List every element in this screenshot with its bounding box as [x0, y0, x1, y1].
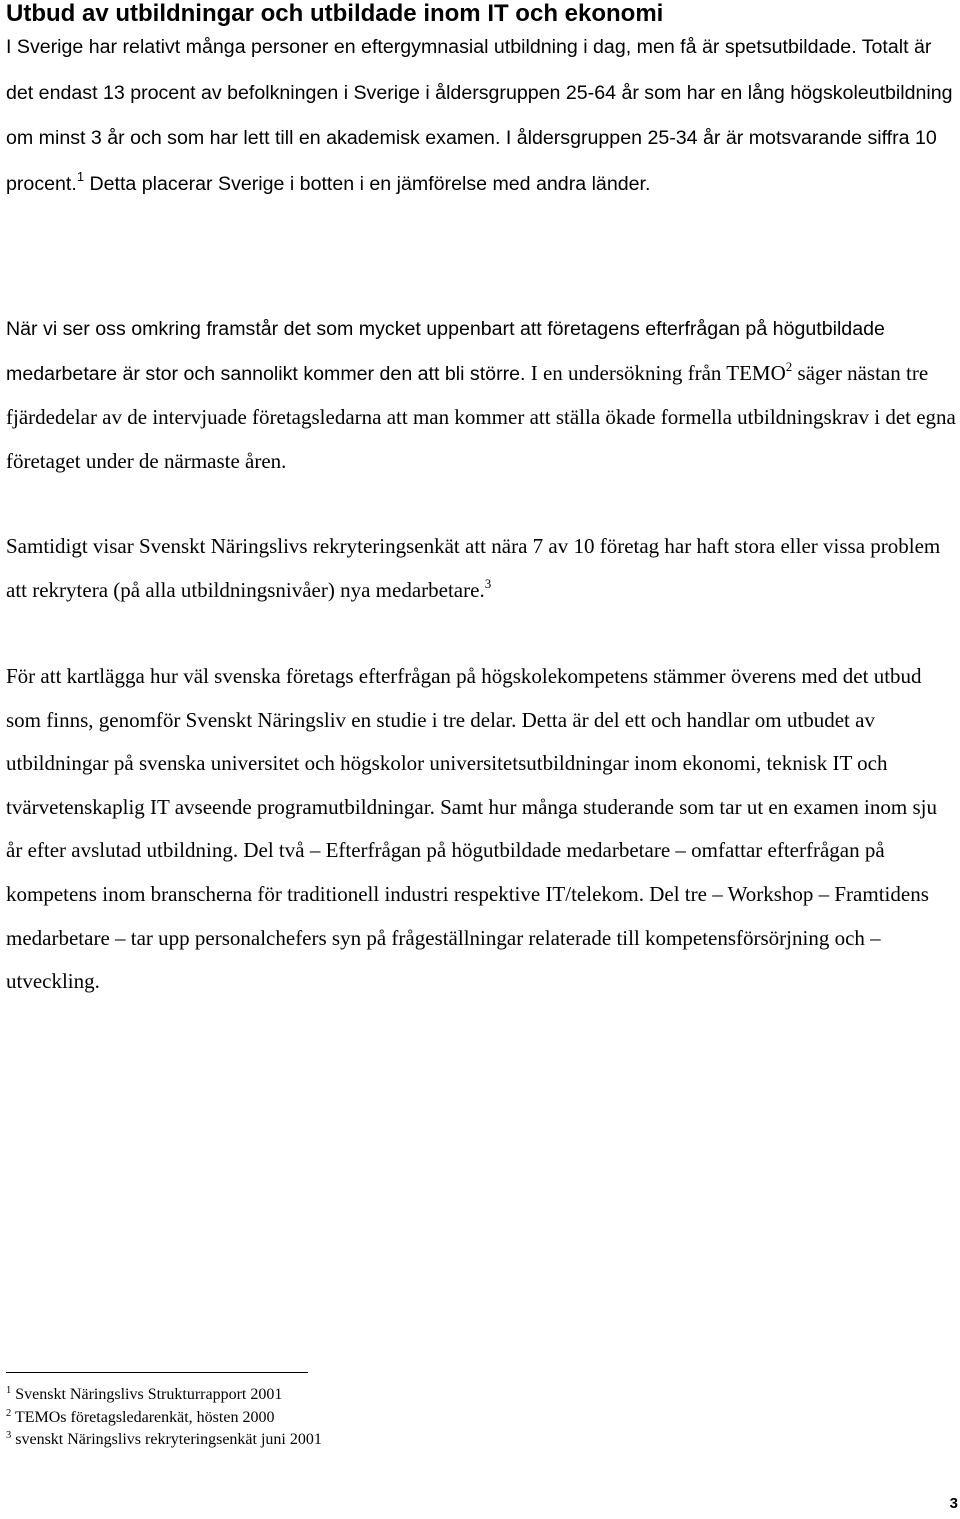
page-number: 3 — [949, 1495, 958, 1512]
footnote-separator — [6, 1372, 308, 1373]
footnote-text: Svenskt Näringslivs Strukturrapport 2001 — [15, 1386, 283, 1403]
paragraph-text: säger nästan tre fjärdedelar av de intervjuade företagsledarna att man kommer att ställa ökade formella utbildningskrav i det egna företaget under de närmaste åren. — [6, 360, 956, 473]
paragraph-text-sans: När vi ser oss omkring framstår det som mycket uppenbart att företagens efterfrågan på högutbildade medarbetare är stor och sannolikt kommer den att bli större. — [6, 318, 885, 385]
paragraph-intro — [6, 25, 958, 207]
paragraph-text: I Sverige har relativt många personer en eftergymnasial utbildning i dag, men få är spetsutbildade. Totalt är det endast 13 procent av befolkningen i Sverige i åldersgruppen 25-64 år som har en lång högskoleutbildning om minst 3 år och som har lett till en akademisk examen. I åldersgruppen 25-34 år är motsvarande siffra 10 procent. — [6, 36, 953, 195]
paragraph-recruitment — [6, 525, 958, 612]
footnote-number: 2 — [6, 1407, 12, 1419]
footnotes — [6, 1384, 606, 1452]
paragraph-study-description — [6, 655, 958, 1004]
footnote-item — [6, 1384, 606, 1407]
paragraph-demand — [6, 307, 958, 483]
footnote-ref-3[interactable]: 3 — [484, 575, 492, 591]
footnote-text: svenskt Näringslivs rekryteringsenkät juni 2001 — [15, 1431, 322, 1448]
paragraph-text: För att kartlägga hur väl svenska företags efterfrågan på högskolekompetens stämmer överens med det utbud som finns, genomför Svenskt Näringsliv en studie i tre delar. Detta är del ett och handlar om utbudet av utbildningar på svenska universitet och högskolor universitetsutbildningar inom ekonomi, teknisk IT och tvärvetenskaplig IT avseende programutbildningar. Samt hur många studerande som tar ut en examen inom sju år efter avslutad utbildning. Del två – Efterfrågan på högutbildade medarbetare – omfattar efterfrågan på kompetens inom branscherna för traditionell industri respektive IT/telekom. Del tre – Workshop – Framtidens medarbetare – tar upp personalchefers syn på frågeställningar relaterade till kompetensförsörjning och –utveckling. — [6, 664, 937, 994]
paragraph-text: I en undersökning från TEMO — [525, 360, 786, 385]
footnote-item — [6, 1407, 606, 1430]
footnote-ref-1[interactable]: 1 — [76, 168, 85, 184]
footnote-number: 3 — [6, 1430, 12, 1441]
footnote-text: TEMOs företagsledarenkät, hösten 2000 — [14, 1408, 275, 1426]
footnote-item — [6, 1429, 606, 1452]
paragraph-text: Detta placerar Sverige i botten i en jämförelse med andra länder. — [84, 172, 651, 195]
section-heading: Utbud av utbildningar och utbildade inom IT och ekonomi — [6, 0, 664, 27]
paragraph-text: Samtidigt visar Svenskt Näringslivs rekryteringsenkät att nära 7 av 10 företag har haft stora eller vissa problem att rekrytera (på alla utbildningsnivåer) nya medarbetare. — [6, 534, 941, 602]
footnote-ref-2[interactable]: 2 — [785, 358, 793, 374]
footnote-number: 1 — [6, 1385, 12, 1396]
